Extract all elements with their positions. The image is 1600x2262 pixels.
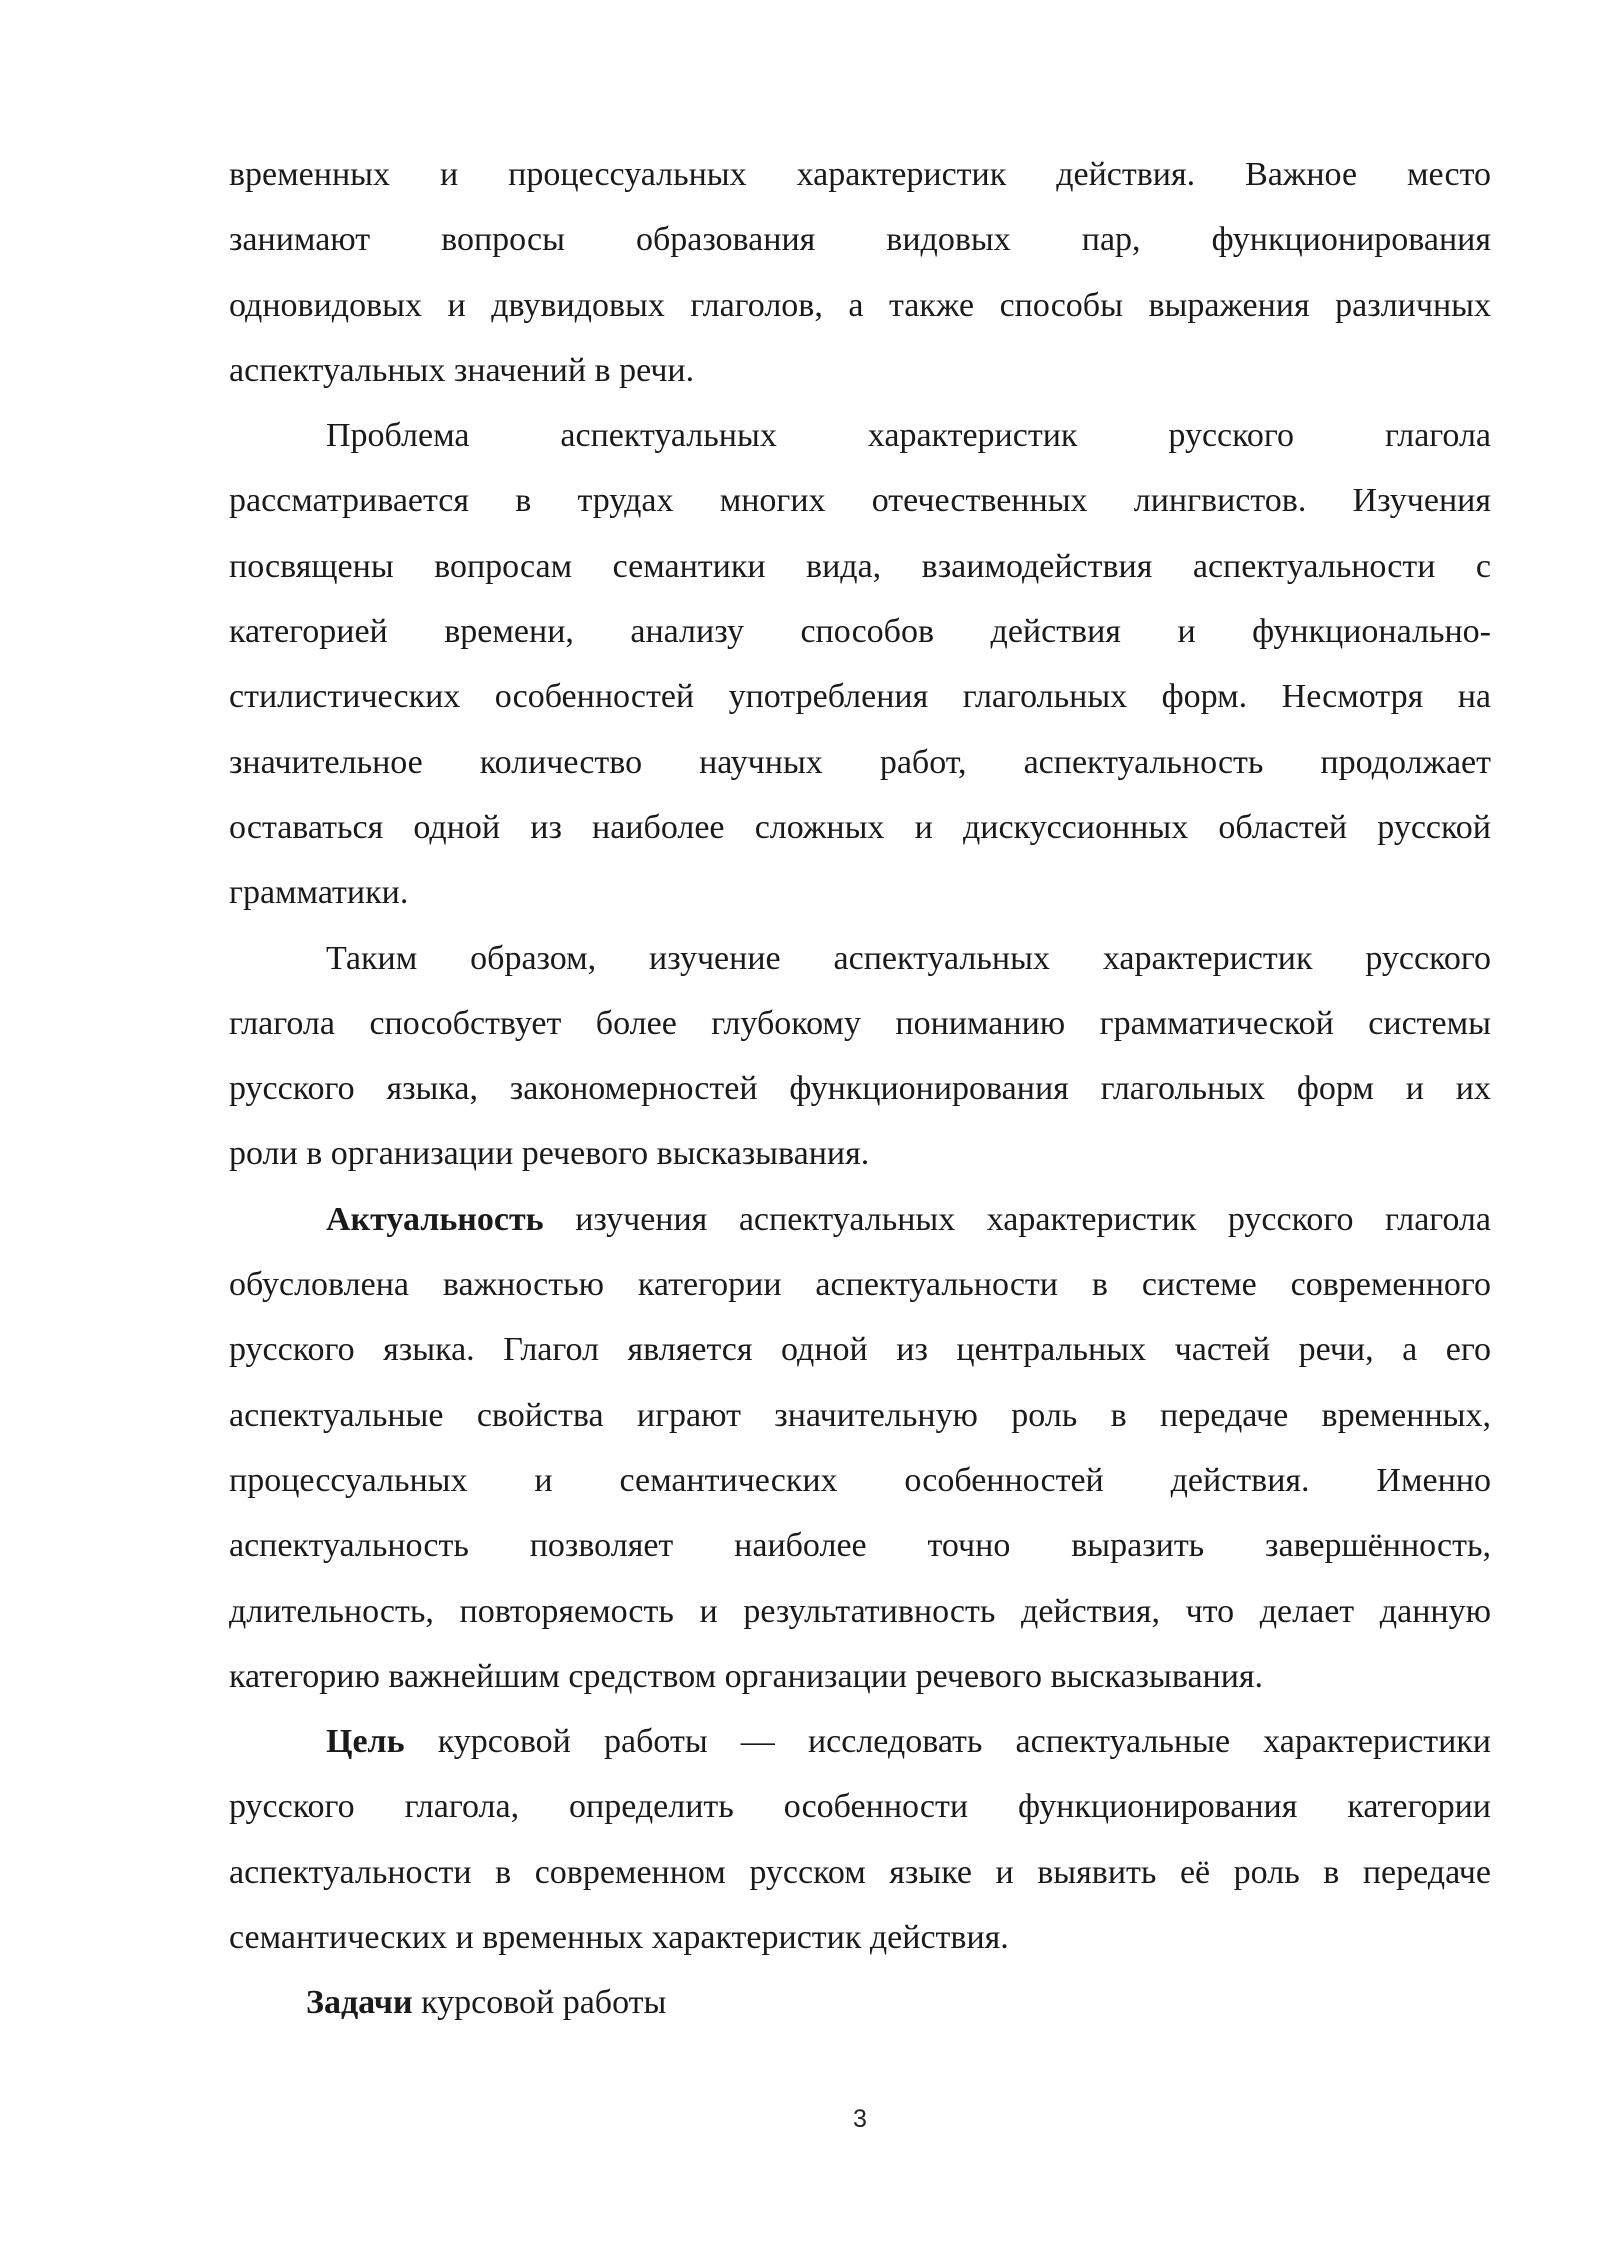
- text-line: рассматривается в трудах многих отечественных лингвистов. Изучения: [229, 482, 1491, 520]
- text-fragment: курсовой работы — исследовать аспектуальные характеристики: [437, 1723, 1491, 1761]
- text-fragment: изучения аспектуальных характеристик русского глагола: [575, 1200, 1491, 1238]
- text-line: аспектуальности в современном русском языке и выявить её роль в передаче: [229, 1853, 1491, 1891]
- relevance-line: [229, 1187, 1491, 1252]
- text-line: аспектуальных значений в речи.: [229, 351, 695, 389]
- goal-term: Цель: [326, 1723, 405, 1761]
- body-text: [229, 142, 1491, 2036]
- text-line: оставаться одной из наиболее сложных и дискуссионных областей русской: [229, 808, 1491, 846]
- text-line: семантических и временных характеристик действия.: [229, 1919, 1009, 1957]
- text-line: Проблема аспектуальных характеристик русского глагола: [326, 417, 1491, 455]
- text-line: посвящены вопросам семантики вида, взаимодействия аспектуальности с: [229, 547, 1491, 585]
- text-line: значительное количество научных работ, аспектуальность продолжает: [229, 743, 1491, 781]
- text-line: аспектуальные свойства играют значительную роль в передаче временных,: [229, 1396, 1491, 1434]
- text-line: категорией времени, анализу способов действия и функционально-: [229, 613, 1491, 651]
- text-line: грамматики.: [229, 874, 409, 912]
- text-line: стилистических особенностей употребления глагольных форм. Несмотря на: [229, 678, 1491, 716]
- text-line: роли в организации речевого высказывания.: [229, 1135, 870, 1173]
- goal-line: [229, 1709, 1491, 1774]
- text-line: процессуальных и семантических особенностей действия. Именно: [229, 1461, 1491, 1499]
- tasks-term: Задачи: [306, 1984, 413, 2022]
- text-line: одновидовых и двувидовых глаголов, а также способы выражения различных: [229, 286, 1491, 324]
- text-line: русского языка, закономерностей функционирования глагольных форм и их: [229, 1070, 1491, 1108]
- text-line: русского языка. Глагол является одной из центральных частей речи, а его: [229, 1331, 1491, 1369]
- page-number: 3: [853, 2105, 867, 2133]
- text-line: обусловлена важностью категории аспектуальности в системе современного: [229, 1266, 1491, 1304]
- text-line: Таким образом, изучение аспектуальных характеристик русского: [326, 939, 1491, 977]
- text-line: временных и процессуальных характеристик действия. Важное место: [229, 156, 1491, 193]
- text-fragment: курсовой работы: [421, 1984, 667, 2022]
- text-line: русского глагола, определить особенности функционирования категории: [229, 1788, 1491, 1826]
- text-line: глагола способствует более глубокому пониманию грамматической системы: [229, 1004, 1491, 1042]
- tasks-line: [229, 1970, 1491, 2035]
- text-line: длительность, повторяемость и результативность действия, что делает данную: [229, 1592, 1491, 1630]
- text-line: аспектуальность позволяет наиболее точно выразить завершённость,: [229, 1527, 1491, 1565]
- relevance-term: Актуальность: [326, 1200, 544, 1238]
- text-line: категорию важнейшим средством организации речевого высказывания.: [229, 1657, 1264, 1695]
- text-line: занимают вопросы образования видовых пар, функционирования: [229, 221, 1491, 259]
